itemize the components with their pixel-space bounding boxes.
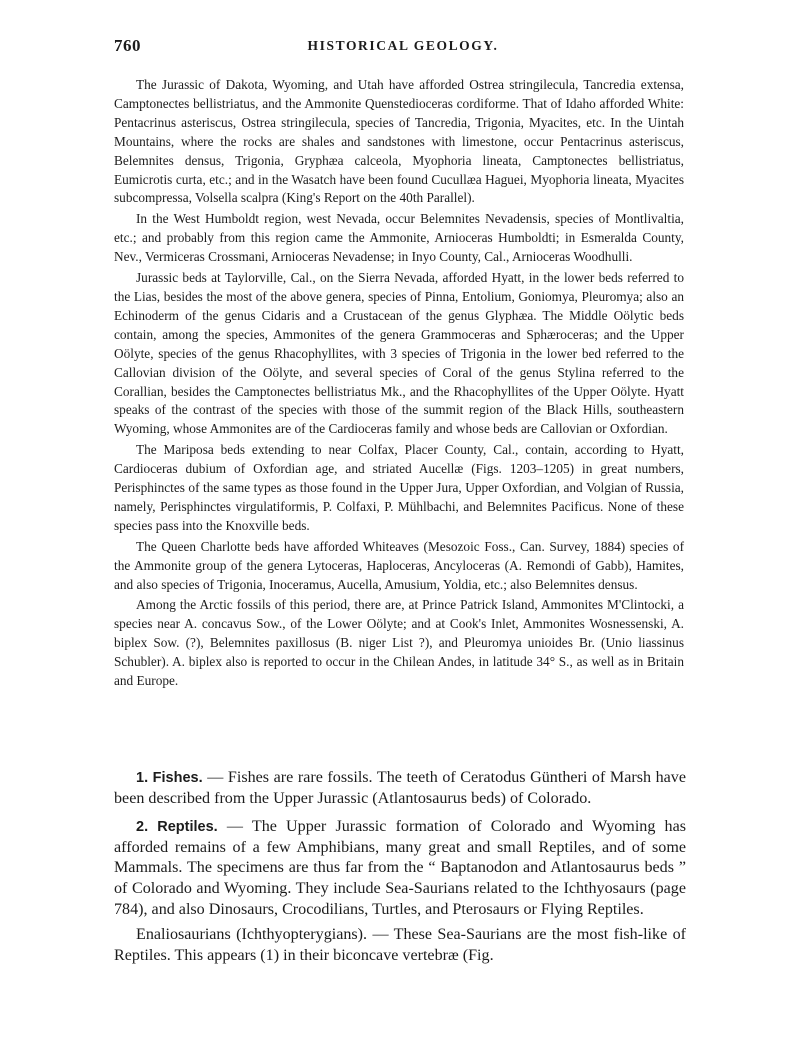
reptiles-text: — The Upper Jurassic formation of Colorado and Wyoming has afforded remains of a few Amphibians, many great and small Reptiles, and of some Mammals. The specimens are thus far from the “ Baptanodon and Atlantosaurus beds ” of Colorado and Wyoming. They include Sea-Saurians related to the Ichthyosaurs (page 784), and also Dinosaurs, Crocodilians, Turtles, and Pterosaurs or Flying Reptiles. (114, 818, 687, 918)
fishes-section (114, 768, 686, 809)
paragraph-mariposa-beds: The Mariposa beds extending to near Colfax, Placer County, Cal., contain, according to Hyatt, Cardioceras dubium of Oxfordian age, and striated Aucellæ (Figs. 1203–1205) in great numbers, Perisphinctes of the same types as those found in the Upper Jura, Upper Oxfordian, and Volgian of Russia, namely, Perisphinctes virgulatiformis, P. Colfaxi, P. Mühlbachi, and Belemnites Pacificus. None of these species pass into the Knoxville beds. (114, 442, 684, 533)
page-number: 760 (114, 36, 141, 55)
enaliosaurians-paragraph: Enaliosaurians (Ichthyopterygians). — These Sea-Saurians are the most fish-like of Reptiles. This appears (1) in their biconcave vertebræ (Fig. (114, 926, 686, 964)
small-print-section (114, 76, 684, 693)
paragraph-western-jurassic: The Jurassic of Dakota, Wyoming, and Utah have afforded Ostrea stringilecula, Tancredia extensa, Camptonectes bellistriatus, and the Ammonite Quenstedioceras cordiforme. That of Idaho afforded White: Pentacrinus asteriscus, Ostrea stringilecula, species of Tancredia, Trigonia, Myacites, etc. In the Uintah Mountains, where the rocks are shales and sandstones with limestone, occur Pentacrinus asteriscus, Belemnites densus, Trigonia, Gryphæa calceola, Myophoria lineata, Camptonectes bellistriatus, Eumicrotis curta, etc.; and in the Wasatch have been found Cucullæa Haguei, Myophoria lineata, Myacites subcompressa, Volsella scalpra (King's Report on the 40th Parallel). (114, 77, 684, 206)
reptiles-heading: 2. Reptiles. (136, 819, 218, 836)
fishes-text: — Fishes are rare fossils. The teeth of Ceratodus Güntheri of Marsh have been described from the Upper Jurassic (Atlantosaurus beds) of Colorado. (114, 769, 686, 807)
running-title: HISTORICAL GEOLOGY. (307, 38, 499, 53)
paragraph-taylorville-beds: Jurassic beds at Taylorville, Cal., on the Sierra Nevada, afforded Hyatt, in the lower beds referred to the Lias, besides the most of the above genera, species of Pinna, Entolium, Goniomya, Pleuromya; also an Echinoderm of the genus Cidaris and a Crustacean of the genus Glyphæa. The Middle Oölytic beds contain, among the species, Ammonites of the genera Grammoceras and Sphæroceras; and the Upper Oölyte, species of the genus Rhacophyllites, with 3 species of Trigonia in the lower bed referred to the Callovian division of the Oölyte, and several species of Coral of the genus Stylina referred to the Corallian, besides the Camptonectes bellistriatus Mk., and the Rhacophyllites of the Upper Oölyte. Hyatt speaks of the contrast of the species with those of the summit region of the Black Hills, southeastern Wyoming, whose Ammonites are of the Cardioceras family and whose beds are Callovian or Oxfordian. (114, 270, 684, 437)
paragraph-arctic-fossils: Among the Arctic fossils of this period, there are, at Prince Patrick Island, Ammonites M'Clintocki, a species near A. concavus Sow., of the Lower Oölyte; and at Cook's Inlet, Ammonites Wosnessenski, A. biplex Sow. (?), Belemnites paxillosus (B. niger List ?), and Pleuromya unioides Br. (Unio liassinus Schubler). A. biplex also is reported to occur in the Chilean Andes, in latitude 34° S., as well as in Britain and Europe. (114, 597, 684, 689)
page-header (114, 36, 692, 58)
reptiles-section (114, 817, 686, 920)
paragraph-humboldt-region: In the West Humboldt region, west Nevada, occur Belemnites Nevadensis, species of Montlivaltia, etc.; and probably from this region came the Ammonite, Arnioceras Humboldti; in Esmeralda County, Nev., Vermiceras Crossmani, Arnioceras Nevadense; in Inyo County, Cal., Arnioceras Woodhulli. (114, 211, 684, 265)
paragraph-queen-charlotte-beds: The Queen Charlotte beds have afforded Whiteaves (Mesozoic Foss., Can. Survey, 1884) species of the Ammonite group of the genera Lytoceras, Haploceras, Ancyloceras (A. Remondi of Gabb), Hamites, and also species of Trigonia, Inoceramus, Aucella, Amusium, Yoldia, etc.; also Belemnites densus. (114, 538, 684, 592)
fishes-heading: 1. Fishes. (136, 770, 203, 786)
main-text-section (114, 768, 686, 971)
